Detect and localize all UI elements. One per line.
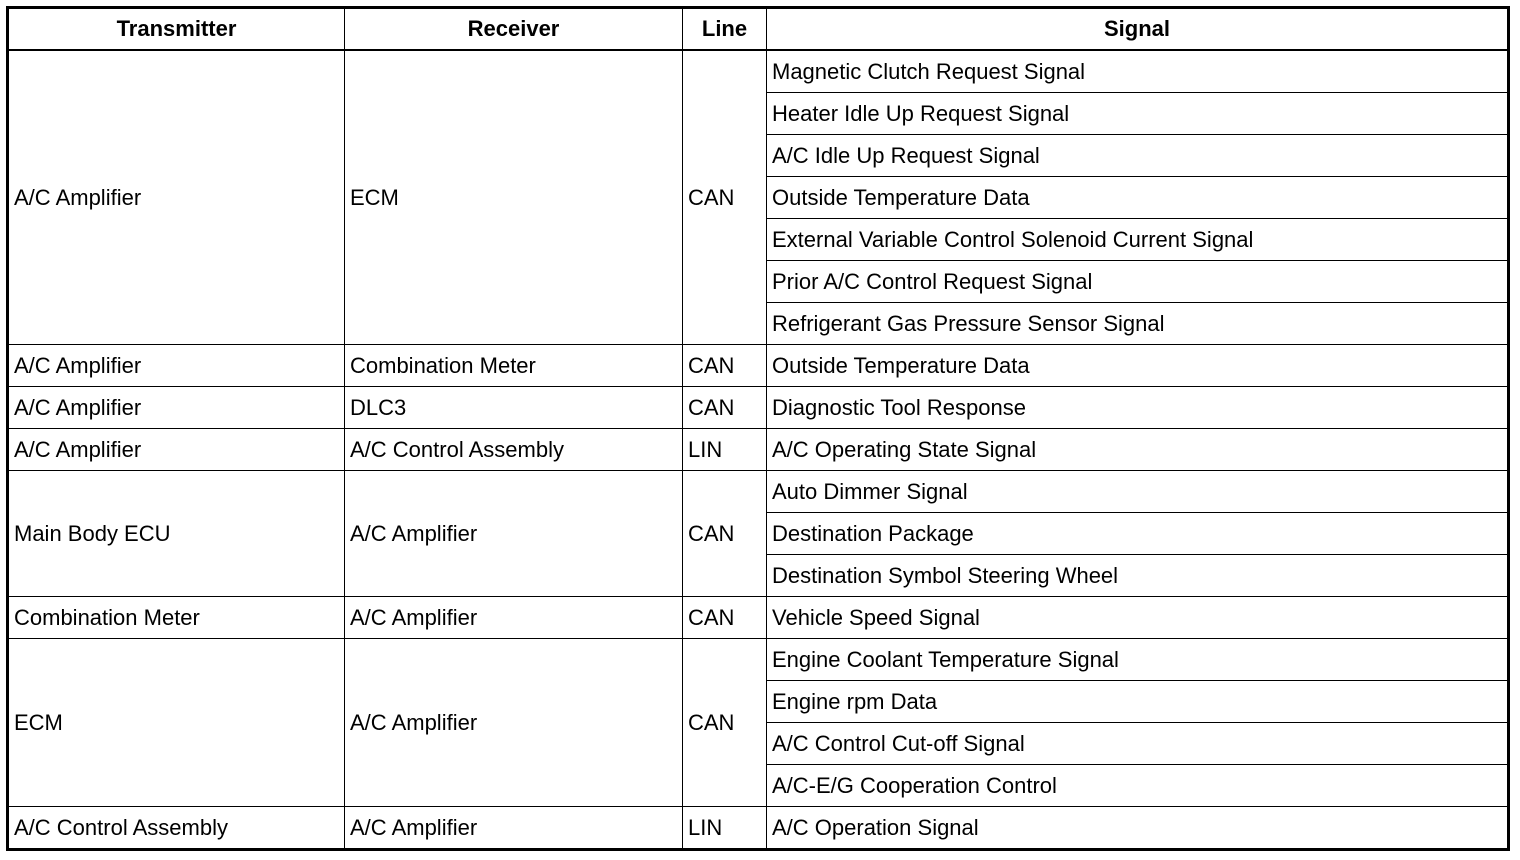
line-cell: CAN (683, 597, 767, 639)
receiver-cell: A/C Amplifier (345, 807, 683, 850)
transmitter-cell: A/C Amplifier (8, 345, 345, 387)
signal-cell: Magnetic Clutch Request Signal (767, 50, 1509, 93)
receiver-cell: A/C Amplifier (345, 639, 683, 807)
table-body (8, 50, 1509, 850)
receiver-cell: DLC3 (345, 387, 683, 429)
table-row (8, 471, 1509, 513)
signal-cell: A/C Operating State Signal (767, 429, 1509, 471)
line-cell: CAN (683, 387, 767, 429)
signal-cell: A/C Idle Up Request Signal (767, 135, 1509, 177)
signal-cell: Auto Dimmer Signal (767, 471, 1509, 513)
receiver-cell: Combination Meter (345, 345, 683, 387)
header-receiver: Receiver (345, 8, 683, 51)
signal-cell: Heater Idle Up Request Signal (767, 93, 1509, 135)
signal-cell: A/C Control Cut-off Signal (767, 723, 1509, 765)
signal-cell: Outside Temperature Data (767, 345, 1509, 387)
header-line: Line (683, 8, 767, 51)
receiver-cell: ECM (345, 50, 683, 345)
line-cell: CAN (683, 639, 767, 807)
signal-table (6, 6, 1510, 851)
signal-cell: Vehicle Speed Signal (767, 597, 1509, 639)
line-cell: CAN (683, 471, 767, 597)
transmitter-cell: A/C Amplifier (8, 387, 345, 429)
header-row (8, 8, 1509, 51)
line-cell: CAN (683, 50, 767, 345)
table-row (8, 597, 1509, 639)
signal-cell: A/C Operation Signal (767, 807, 1509, 850)
table-row (8, 429, 1509, 471)
transmitter-cell: ECM (8, 639, 345, 807)
signal-cell: Diagnostic Tool Response (767, 387, 1509, 429)
signal-cell: Engine Coolant Temperature Signal (767, 639, 1509, 681)
line-cell: CAN (683, 345, 767, 387)
table-row (8, 387, 1509, 429)
receiver-cell: A/C Control Assembly (345, 429, 683, 471)
line-cell: LIN (683, 807, 767, 850)
signal-cell: A/C-E/G Cooperation Control (767, 765, 1509, 807)
receiver-cell: A/C Amplifier (345, 471, 683, 597)
table-row (8, 639, 1509, 681)
signal-cell: Outside Temperature Data (767, 177, 1509, 219)
table-row (8, 345, 1509, 387)
signal-cell: Destination Package (767, 513, 1509, 555)
table-row (8, 807, 1509, 850)
transmitter-cell: A/C Amplifier (8, 429, 345, 471)
transmitter-cell: Combination Meter (8, 597, 345, 639)
transmitter-cell: A/C Amplifier (8, 50, 345, 345)
signal-cell: Engine rpm Data (767, 681, 1509, 723)
transmitter-cell: Main Body ECU (8, 471, 345, 597)
transmitter-cell: A/C Control Assembly (8, 807, 345, 850)
signal-cell: External Variable Control Solenoid Current Signal (767, 219, 1509, 261)
signal-cell: Destination Symbol Steering Wheel (767, 555, 1509, 597)
signal-cell: Refrigerant Gas Pressure Sensor Signal (767, 303, 1509, 345)
header-signal: Signal (767, 8, 1509, 51)
header-transmitter: Transmitter (8, 8, 345, 51)
signal-cell: Prior A/C Control Request Signal (767, 261, 1509, 303)
line-cell: LIN (683, 429, 767, 471)
receiver-cell: A/C Amplifier (345, 597, 683, 639)
table-row (8, 50, 1509, 93)
